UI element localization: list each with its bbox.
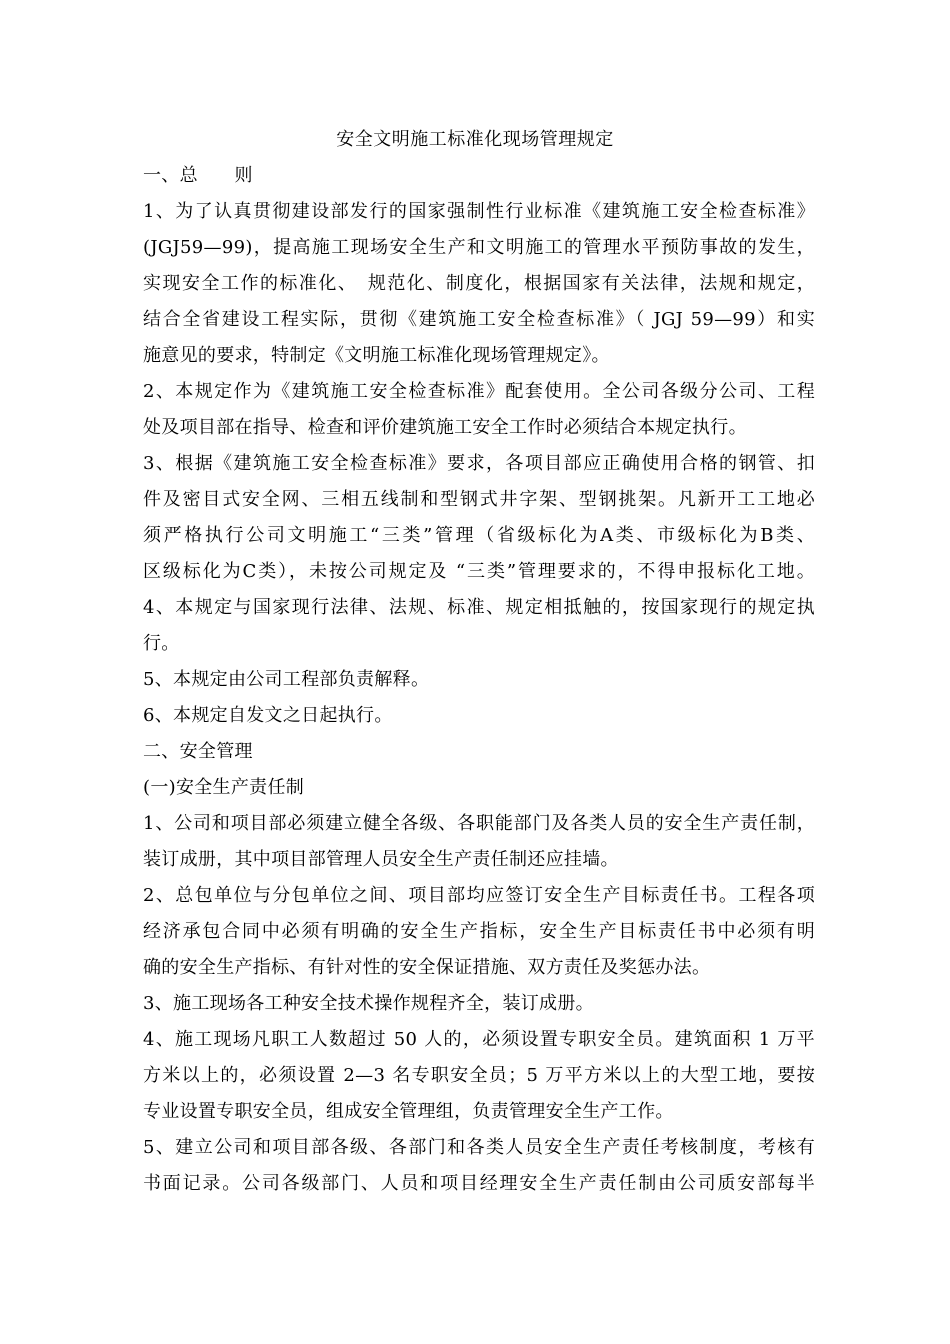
text-line: (JGJ59—99)，提高施工现场安全生产和文明施工的管理水平预防事故的发生， (143, 237, 815, 258)
text-line: 处及项目部在指导、检查和评价建筑施工安全工作时必须结合本规定执行。 (143, 417, 747, 438)
text-line: 3、根据《建筑施工安全检查标准》要求，各项目部应正确使用合格的钢管、扣 (143, 453, 815, 474)
text-line: 实现安全工作的标准化、 规范化、制度化，根据国家有关法律，法规和规定， (143, 273, 815, 294)
text-line: 专业设置专职安全员，组成安全管理组，负责管理安全生产工作。 (143, 1101, 674, 1122)
text-line: 4、施工现场凡职工人数超过 50 人的，必须设置专职安全员。建筑面积 1 万平 (143, 1029, 815, 1050)
text-line: 件及密目式安全网、三相五线制和型钢式井字架、型钢挑架。凡新开工工地必 (143, 489, 815, 510)
document-title: 安全文明施工标准化现场管理规定 (336, 129, 614, 150)
text-line: 书面记录。公司各级部门、人员和项目经理安全生产责任制由公司质安部每半 (143, 1173, 815, 1194)
text-line: 须严格执行公司文明施工“三类”管理（省级标化为A类、市级标化为B类、 (143, 525, 815, 546)
text-line: 6、本规定自发文之日起执行。 (143, 705, 393, 726)
text-line: 结合全省建设工程实际，贯彻《建筑施工安全检查标准》（ JGJ 59—99）和实 (143, 309, 815, 330)
text-line: 1、为了认真贯彻建设部发行的国家强制性行业标准《建筑施工安全检查标准》 (143, 201, 815, 222)
text-line: 二、安全管理 (143, 741, 253, 762)
text-line: 经济承包合同中必须有明确的安全生产指标，安全生产目标责任书中必须有明 (143, 921, 815, 942)
text-line: 5、建立公司和项目部各级、各部门和各类人员安全生产责任考核制度，考核有 (143, 1137, 815, 1158)
document-body (143, 158, 815, 1202)
text-line: 施意见的要求，特制定《文明施工标准化现场管理规定》。 (143, 345, 610, 366)
text-line: 一、总 则 (143, 165, 253, 186)
text-line: 装订成册，其中项目部管理人员安全生产责任制还应挂墙。 (143, 849, 619, 870)
text-line: 1、公司和项目部必须建立健全各级、各职能部门及各类人员的安全生产责任制， (143, 813, 815, 834)
text-line: 5、本规定由公司工程部负责解释。 (143, 669, 430, 690)
text-line: 确的安全生产指标、有针对性的安全保证措施、双方责任及奖惩办法。 (143, 957, 711, 978)
text-line: 2、本规定作为《建筑施工安全检查标准》配套使用。全公司各级分公司、工程 (143, 381, 815, 402)
text-line: 区级标化为C类），未按公司规定及 “三类”管理要求的，不得申报标化工地。 (143, 561, 815, 582)
text-line: 行。 (143, 633, 180, 654)
text-line: 2、总包单位与分包单位之间、项目部均应签订安全生产目标责任书。工程各项 (143, 885, 815, 906)
text-line: 3、施工现场各工种安全技术操作规程齐全，装订成册。 (143, 993, 594, 1014)
text-line: 方米以上的，必须设置 2—3 名专职安全员；5 万平方米以上的大型工地，要按 (143, 1065, 815, 1086)
text-line: 4、本规定与国家现行法律、法规、标准、规定相抵触的，按国家现行的规定执 (143, 597, 815, 618)
text-line: (一)安全生产责任制 (143, 777, 305, 798)
